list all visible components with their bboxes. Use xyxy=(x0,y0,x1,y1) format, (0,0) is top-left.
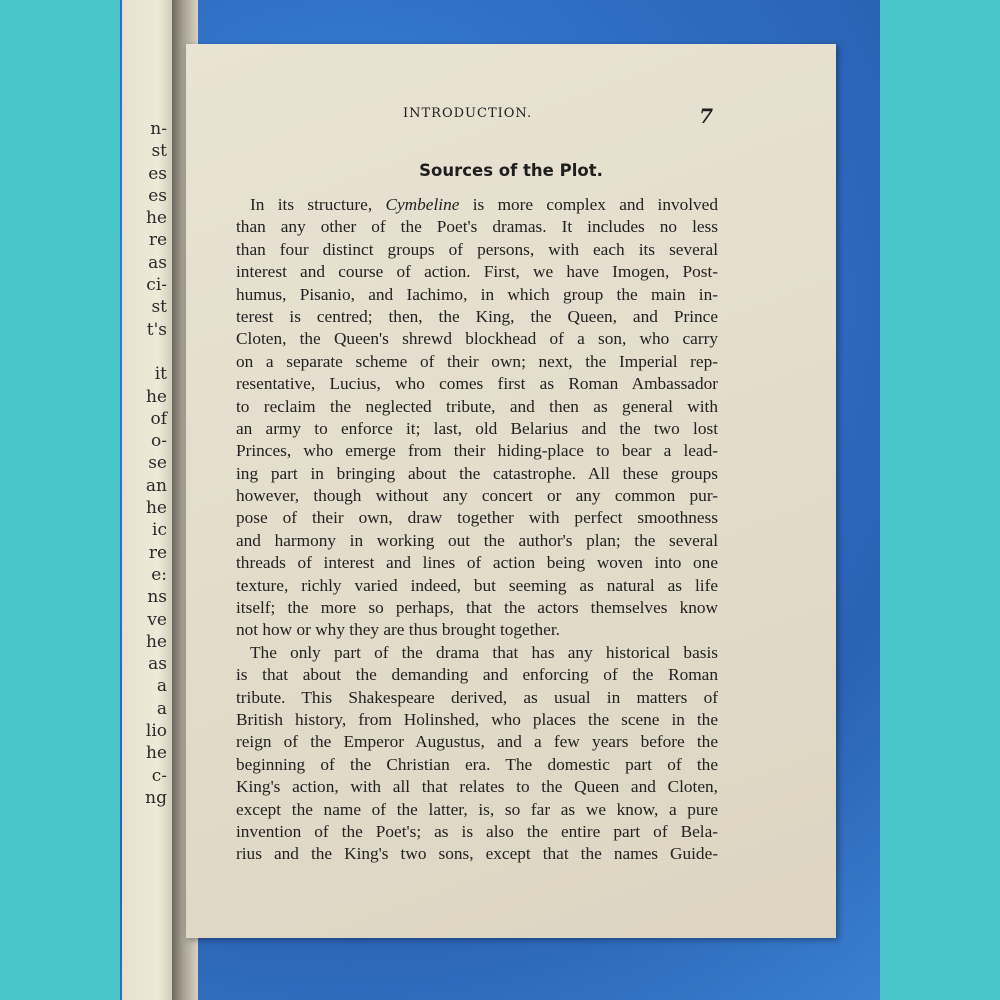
left-page-text-fragments xyxy=(122,118,167,809)
left-page-fragment: he xyxy=(145,631,167,652)
left-page-fragment: a xyxy=(156,676,167,697)
text-line: to reclaim the neglected tribute, and then as general with xyxy=(236,396,718,416)
text-line: beginning of the Christian era. The domestic part of the xyxy=(236,754,718,774)
left-page-fragment: es xyxy=(148,185,167,206)
left-page-fragment: t's xyxy=(146,319,167,340)
left-page-fragment: he xyxy=(145,208,167,229)
left-page-fragment: ic xyxy=(152,520,167,541)
text-line: The only part of the drama that has any historical basis xyxy=(250,642,718,662)
running-head: INTRODUCTION. xyxy=(403,106,533,121)
left-page-fragment: a xyxy=(156,698,167,719)
left-page-fragment: es xyxy=(148,163,167,184)
text-line: itself; the more so perhaps, that the actors themselves know xyxy=(236,598,718,618)
left-page-fragment: c- xyxy=(151,765,167,786)
left-page-fragment: it xyxy=(154,364,167,385)
text-line: except the name of the latter, is, so far as we know, a pure xyxy=(236,799,718,819)
text-line: In its structure, Cymbeline is more complex and involved xyxy=(250,195,718,214)
left-page-fragment: as xyxy=(148,654,167,675)
left-page-fragment: as xyxy=(148,252,167,273)
left-page-fragment: lio xyxy=(145,721,167,742)
text-line: British history, from Holinshed, who places the scene in the xyxy=(236,709,718,729)
text-line: an army to enforce it; last, old Belarius and the two lost xyxy=(236,418,718,438)
text-line: Cloten, the Queen's shrewd blockhead of a son, who carry xyxy=(236,329,718,349)
section-title: Sources of the Plot. xyxy=(419,161,603,180)
book-page xyxy=(186,44,836,938)
left-page-fragment: e: xyxy=(151,564,167,585)
left-page-fragment xyxy=(122,341,167,363)
page-number: 7 xyxy=(699,104,713,128)
left-page-fragment: st xyxy=(151,297,167,318)
left-page-fragment: re xyxy=(148,230,167,251)
left-page-fragment: he xyxy=(145,498,167,519)
text-line: than four distinct groups of persons, with each its several xyxy=(236,239,718,259)
text-line: on a separate scheme of their own; next, the Imperial rep- xyxy=(236,351,718,371)
text-line: invention of the Poet's; as is also the entire part of Bela- xyxy=(236,821,718,841)
text-line: pose of their own, draw together with perfect smoothness xyxy=(236,508,718,528)
text-line: than any other of the Poet's dramas. It includes no less xyxy=(236,217,718,237)
left-page-fragment: he xyxy=(145,386,167,407)
left-page-fragment: re xyxy=(148,542,167,563)
text-line: not how or why they are thus brought together. xyxy=(236,620,560,640)
text-line: ing part in bringing about the catastrophe. All these groups xyxy=(236,463,718,483)
text-line: threads of interest and lines of action being woven into one xyxy=(236,553,718,573)
left-page-fragment: o- xyxy=(151,431,167,452)
text-line: tribute. This Shakespeare derived, as usual in matters of xyxy=(236,687,718,707)
text-line: Princes, who emerge from their hiding-place to bear a lead- xyxy=(236,441,718,461)
text-line: and harmony in working out the author's plan; the several xyxy=(236,530,718,550)
body-text xyxy=(236,194,718,866)
left-page-fragment: ve xyxy=(147,609,167,630)
text-line: is that about the demanding and enforcing of the Roman xyxy=(236,665,718,685)
text-line: humus, Pisanio, and Iachimo, in which group the main in- xyxy=(236,284,718,304)
left-page-fragment: ns xyxy=(147,587,167,608)
left-page-fragment: ci- xyxy=(146,275,167,296)
left-page-fragment: st xyxy=(151,141,167,162)
text-line: King's action, with all that relates to the Queen and Cloten, xyxy=(236,777,718,797)
text-line: resentative, Lucius, who comes first as Roman Ambassador xyxy=(236,374,718,394)
left-page-fragment: of xyxy=(150,408,167,429)
left-page-fragment: ng xyxy=(145,787,167,808)
left-page-fragment: an xyxy=(145,475,167,496)
left-page-fragment: se xyxy=(148,453,167,474)
text-line: terest is centred; then, the King, the Queen, and Prince xyxy=(236,306,718,326)
text-line: rius and the King's two sons, except that the names Guide- xyxy=(236,844,718,864)
text-line: however, though without any concert or any common pur- xyxy=(236,486,718,506)
text-line: interest and course of action. First, we have Imogen, Post- xyxy=(236,262,718,282)
text-line: reign of the Emperor Augustus, and a few years before the xyxy=(236,732,718,752)
left-page-fragment: he xyxy=(145,743,167,764)
text-line: texture, richly varied indeed, but seeming as natural as life xyxy=(236,575,718,595)
left-page-fragment: n- xyxy=(150,119,167,139)
